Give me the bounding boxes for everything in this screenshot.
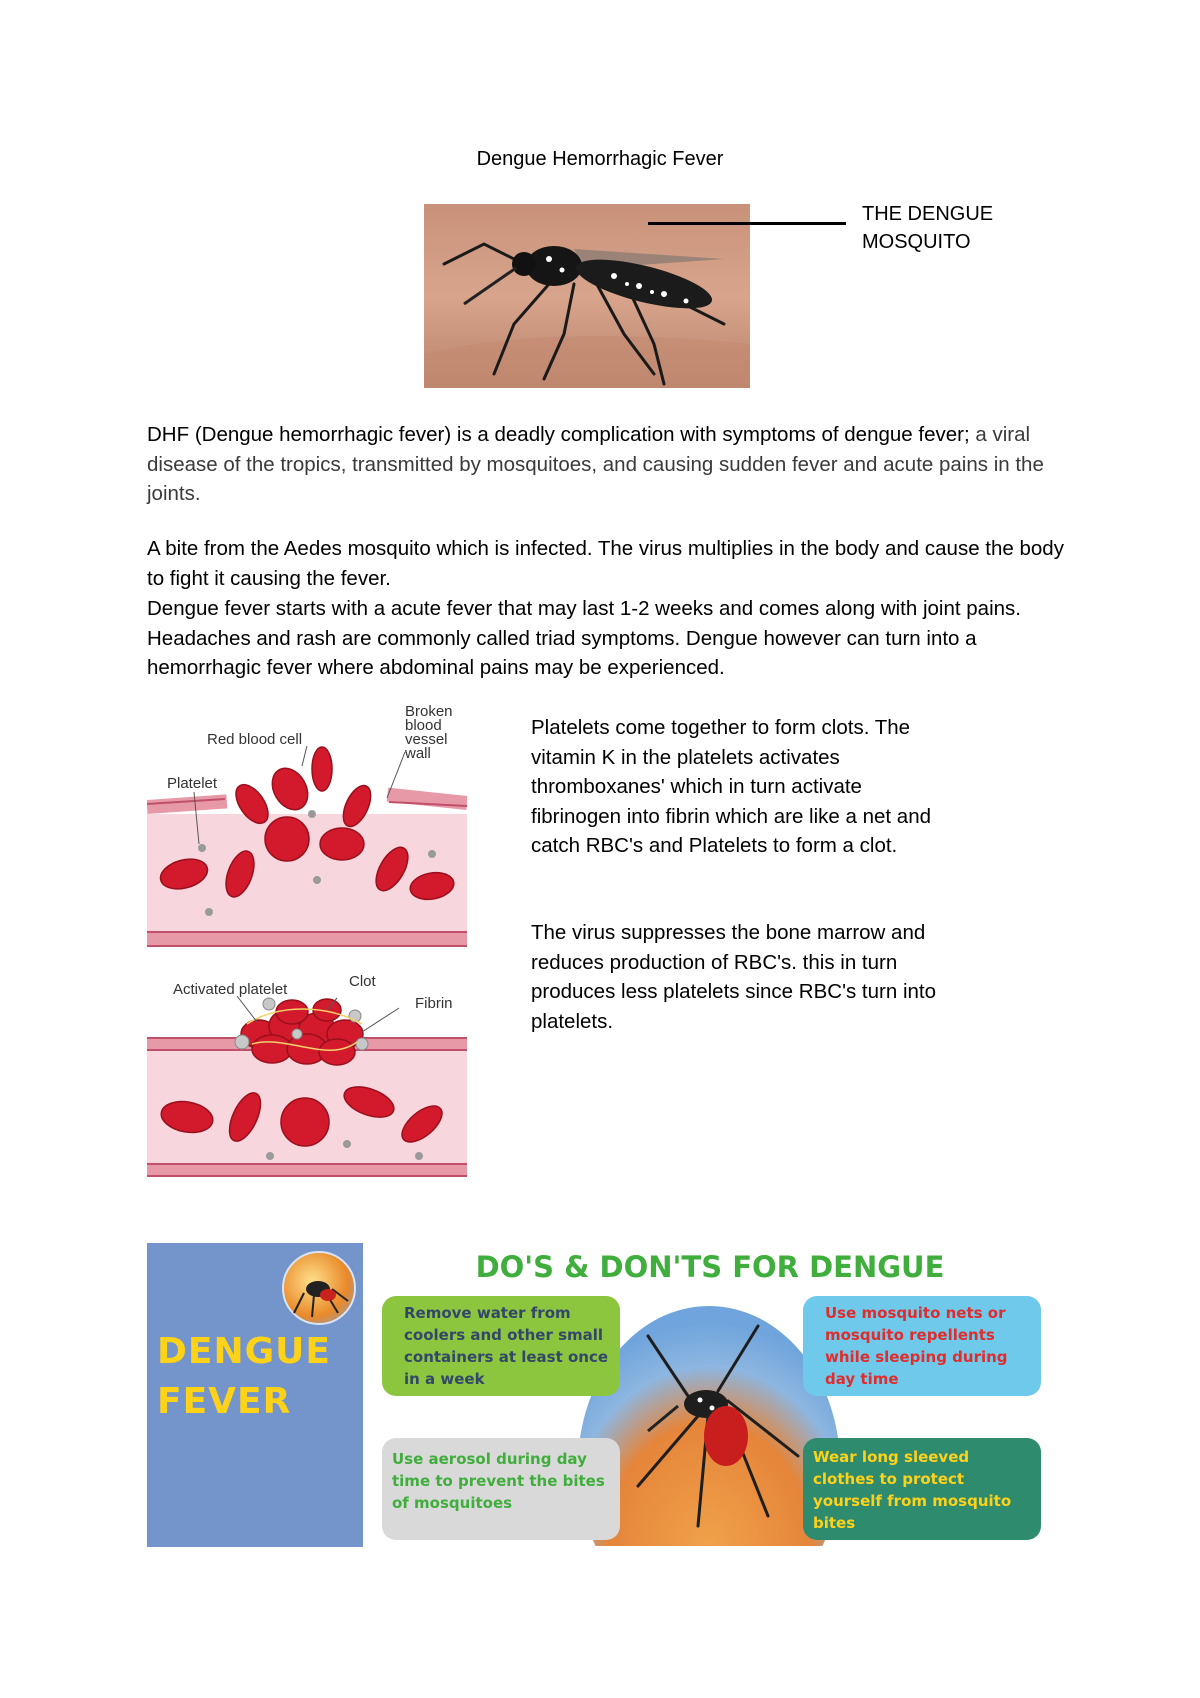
broken-vessel-diagram: [147, 704, 467, 946]
mosquito-caption-line-2: MOSQUITO: [862, 231, 971, 253]
bone-marrow-text: The virus suppresses the bone marrow and reduces production of RBC's. this in turn produces less platelets since RBC's turn into platelets.: [531, 921, 936, 1033]
caption-pointer-line: [648, 222, 846, 225]
platelet-label: Platelet: [167, 775, 218, 792]
tip-long-sleeves: Wear long sleeved clothes to protect yourself from mosquito bites: [803, 1438, 1041, 1540]
poster-heading: DO'S & DON'TS FOR DENGUE: [475, 1250, 945, 1284]
mosquito-globe-icon: [282, 1251, 356, 1325]
intro-definition-text: a viral disease of the tropics, transmitted by mosquitoes, and causing sudden fever and acute pains in the joints.: [147, 423, 1044, 505]
mosquito-photo: [424, 204, 750, 388]
fibrin-label: Fibrin: [415, 995, 453, 1012]
mosquito-illustration: [424, 204, 750, 388]
poster-left-title-line-1: DENGUE: [157, 1331, 331, 1372]
blood-clot-diagram: [147, 704, 467, 1184]
tip-remove-water: Remove water from coolers and other small containers at least once in a week: [382, 1296, 620, 1396]
mosquito-caption: [862, 200, 993, 256]
symptoms-paragraph: Dengue fever starts with a acute fever that may last 1-2 weeks and comes along with joint pains. Headaches and rash are commonly called triad symptoms. Dengue however can turn into a hemorrhagic fever where abdominal pains may be experienced.: [147, 597, 1021, 679]
transmission-paragraph: A bite from the Aedes mosquito which is infected. The virus multiplies in the body and cause the body to fight it causing the fever.: [147, 537, 1064, 590]
mosquito-caption-line-1: THE DENGUE: [862, 203, 994, 225]
intro-paragraph: [147, 420, 1072, 509]
poster-dengue-panel: [147, 1243, 363, 1547]
tip-mosquito-nets: Use mosquito nets or mosquito repellents while sleeping during day time: [803, 1296, 1041, 1396]
red-blood-cell-label: Red blood cell: [207, 731, 303, 748]
broken-vessel-label-1: Broken: [405, 704, 453, 720]
poster-left-title: [157, 1327, 331, 1427]
broken-vessel-label-3: vessel: [405, 731, 448, 748]
clot-label: Clot: [349, 973, 376, 990]
document-title: Dengue Hemorrhagic Fever: [476, 148, 724, 170]
activated-platelet-label: Activated platelet: [173, 981, 288, 998]
clot-formation-text: Platelets come together to form clots. The vitamin K in the platelets activates thromboxanes' which in turn activate fibrinogen into fibrin which are like a net and catch RBC's and Platelets to form a clot.: [531, 716, 931, 857]
intro-bold-text: DHF (Dengue hemorrhagic fever) is a deadly complication with symptoms of dengue fever;: [147, 423, 970, 446]
broken-vessel-label-4: wall: [405, 745, 431, 762]
broken-vessel-label-2: blood: [405, 717, 442, 734]
tip-aerosol: Use aerosol during day time to prevent the bites of mosquitoes: [382, 1438, 620, 1540]
clotted-vessel-diagram: [147, 973, 467, 1176]
poster-left-title-line-2: FEVER: [157, 1381, 292, 1422]
